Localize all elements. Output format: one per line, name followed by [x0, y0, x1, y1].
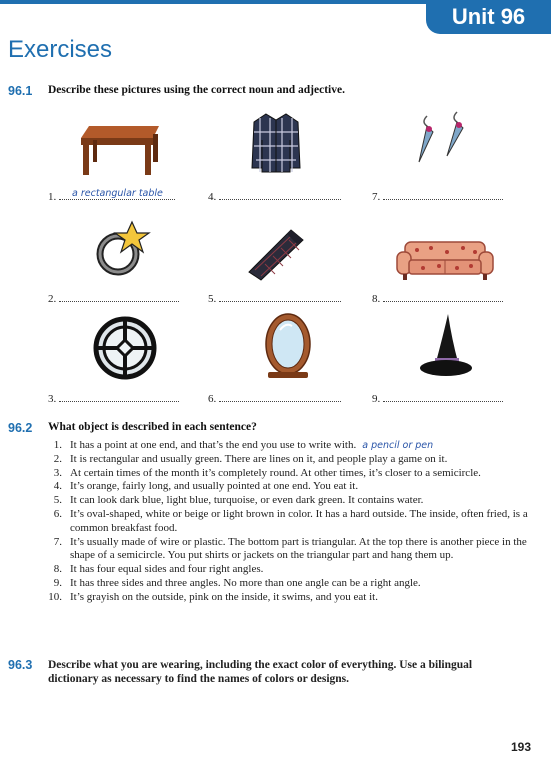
- tie-icon: [245, 228, 307, 282]
- list-item: 1. It has a point at one end, and that’s the end you use to write with. a pencil or pen: [53, 439, 434, 451]
- earrings-icon: [415, 110, 473, 170]
- ring-icon: [92, 220, 154, 278]
- answer-line-2[interactable]: 2.: [48, 292, 179, 305]
- list-item: 9. It has three sides and three angles. No more than one angle can be a right angle.: [53, 576, 421, 589]
- list-item: 2. It is rectangular and usually green. There are lines on it, and people play a game on it.: [53, 452, 448, 465]
- answer-line-8[interactable]: 8.: [372, 292, 503, 305]
- header-rule: [0, 0, 430, 4]
- answer-line-7[interactable]: 7.: [372, 190, 503, 203]
- sofa-icon: [395, 238, 495, 282]
- witch-hat-icon: [418, 312, 474, 382]
- list-item: 4. It’s orange, fairly long, and usually pointed at one end. You eat it.: [53, 480, 359, 493]
- exercise-instruction-96-2: What object is described in each sentence?: [48, 421, 257, 433]
- list-item: 3. At certain times of the month it’s completely round. At other times, it’s closer to a semicircle.: [53, 466, 481, 479]
- table-icon: [75, 118, 165, 176]
- page-title: Exercises: [8, 36, 113, 63]
- exercise-number-96-3: 96.3: [8, 658, 33, 672]
- list-item: 5. It can look dark blue, light blue, turquoise, or even dark green. It contains water.: [53, 494, 424, 507]
- exercise-number-96-1: 96.1: [8, 84, 33, 98]
- answer-line-5[interactable]: 5.: [208, 292, 341, 305]
- unit-tab: Unit 96: [426, 0, 551, 34]
- exercise-instruction-96-3: Describe what you are wearing, including the exact color of everything. Use a bilingual dictionary as necessary to find the names of colors or designs.: [48, 659, 473, 685]
- answer-line-6[interactable]: 6.: [208, 392, 341, 405]
- answer-text-1: a rectangular table: [72, 188, 163, 199]
- list-item: 6. It’s oval-shaped, white or beige or light brown in color. It has a hard outside. The inside, often fried, is a common breakfast food.: [53, 507, 528, 534]
- exercise-number-96-2: 96.2: [8, 421, 33, 435]
- answer-line-9[interactable]: 9.: [372, 392, 503, 405]
- list-item: 7. It’s usually made of wire or plastic. The bottom part is triangular. At the top there is another piece in the shape of a semicircle. You put shirts or jackets on the triangular part and hang them up.: [53, 535, 527, 562]
- page-number: 193: [510, 740, 531, 754]
- list-item: 8. It has four equal sides and four right angles.: [53, 563, 264, 576]
- plaid-jacket-icon: [250, 110, 302, 174]
- oval-mirror-icon: [262, 312, 314, 382]
- round-window-icon: [93, 316, 157, 380]
- sentence-list: [48, 439, 548, 605]
- exercise-instruction-96-1: Describe these pictures using the correct noun and adjective.: [48, 84, 345, 96]
- answer-line-1[interactable]: 1.: [48, 190, 175, 203]
- answer-line-3[interactable]: 3.: [48, 392, 179, 405]
- answer-line-4[interactable]: 4.: [208, 190, 341, 203]
- example-answer: a pencil or pen: [362, 440, 434, 451]
- list-item: 10. It’s grayish on the outside, pink on the inside, it swims, and you eat it.: [48, 590, 378, 603]
